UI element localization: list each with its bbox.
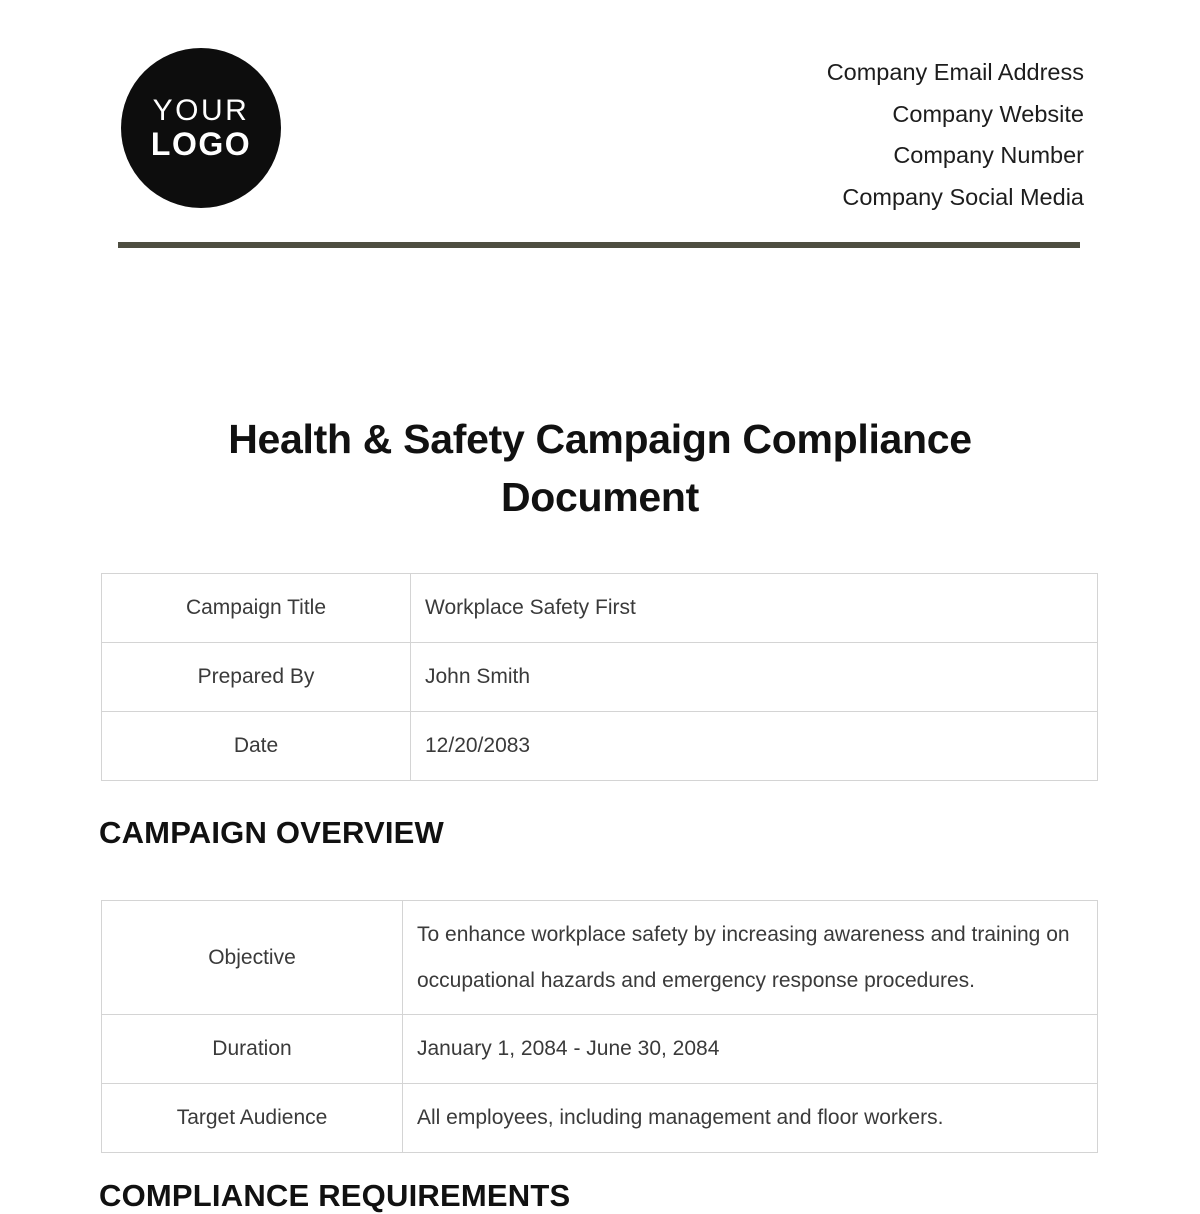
info-value-prepared-by: John Smith (411, 643, 1098, 712)
campaign-overview-table (101, 900, 1098, 1153)
info-label-campaign-title: Campaign Title (102, 574, 411, 643)
info-value-campaign-title: Workplace Safety First (411, 574, 1098, 643)
document-title: Health & Safety Campaign Compliance Document (228, 416, 972, 520)
document-header (0, 0, 1200, 250)
table-row (102, 1084, 1098, 1153)
company-email-address: Company Email Address (826, 59, 1084, 85)
overview-label-objective: Objective (102, 901, 403, 1015)
company-logo (121, 48, 281, 208)
section-heading-campaign-overview: CAMPAIGN OVERVIEW (99, 815, 445, 850)
overview-value-duration: January 1, 2084 - June 30, 2084 (403, 1015, 1098, 1084)
overview-label-target-audience: Target Audience (102, 1084, 403, 1153)
section-heading-compliance-requirements: COMPLIANCE REQUIREMENTS (99, 1178, 571, 1213)
logo-text-top: YOUR (152, 94, 250, 127)
logo-text-bottom: LOGO (150, 126, 252, 162)
campaign-info-table (101, 573, 1098, 781)
company-number: Company Number (893, 142, 1084, 168)
info-label-date: Date (102, 712, 411, 781)
company-social-media: Company Social Media (842, 183, 1084, 210)
info-value-date: 12/20/2083 (411, 712, 1098, 781)
table-row (102, 643, 1098, 712)
header-divider-rule (118, 242, 1080, 248)
table-row (102, 1015, 1098, 1084)
overview-label-duration: Duration (102, 1015, 403, 1084)
table-row (102, 712, 1098, 781)
overview-value-objective: To enhance workplace safety by increasing awareness and training on occupational hazards and emergency response procedures. (403, 901, 1098, 1015)
info-label-prepared-by: Prepared By (102, 643, 411, 712)
table-row (102, 574, 1098, 643)
table-row (102, 901, 1098, 1015)
company-contact-info (827, 52, 1084, 218)
overview-value-target-audience: All employees, including management and floor workers. (403, 1084, 1098, 1153)
company-website: Company Website (892, 100, 1084, 127)
